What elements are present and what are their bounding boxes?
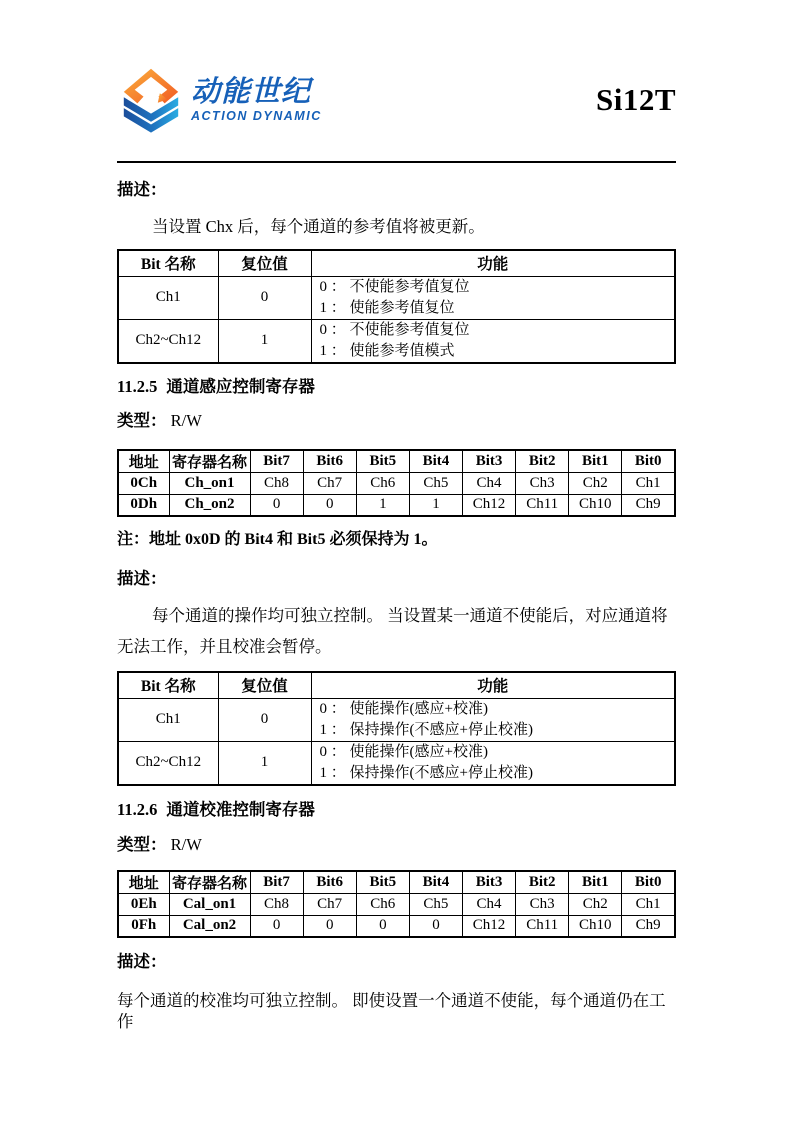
section-number: 11.2.5: [117, 376, 158, 396]
bit-cell: 1: [409, 494, 462, 516]
register-row: [118, 494, 675, 516]
function-cell: [311, 741, 675, 785]
register-name-cell: Ch_on1: [169, 472, 250, 494]
col-header-bit0: Bit0: [622, 871, 675, 894]
col-header-bit2: Bit2: [516, 450, 569, 473]
function-line: 0 ： 使能操作(感应+校准): [319, 743, 488, 760]
section-heading-11-2-6: [117, 800, 676, 819]
type-line: [117, 836, 676, 854]
type-line: [117, 412, 676, 430]
function-cell: [311, 276, 675, 319]
col-header-reset-value: 复位值: [218, 250, 311, 276]
sense-bit-function-table: [117, 671, 676, 786]
reset-value-cell: 1: [218, 741, 311, 785]
desc-label-ref: 描述：: [117, 180, 167, 199]
desc-label-sense: 描述：: [117, 569, 167, 588]
desc-label-cal: 描述：: [117, 952, 167, 971]
table-header-row: [118, 250, 675, 276]
col-header-reset-value: 复位值: [218, 672, 311, 698]
bit-cell: 1: [356, 494, 409, 516]
table-row: [118, 276, 675, 319]
type-value: R/W: [170, 834, 202, 854]
col-header-bit5: Bit5: [356, 871, 409, 894]
bit-cell: Ch12: [463, 494, 516, 516]
bit-name-cell: Ch2~Ch12: [118, 741, 218, 785]
bit-cell: Ch11: [516, 494, 569, 516]
col-header-bit0: Bit0: [622, 450, 675, 473]
bit-cell: Ch2: [569, 893, 622, 915]
address-cell: 0Fh: [118, 915, 169, 937]
doc-title: Si12T: [595, 82, 676, 117]
reset-value-cell: 1: [218, 319, 311, 363]
col-header-bit6: Bit6: [303, 871, 356, 894]
table-row: [118, 741, 675, 785]
ref-bit-function-table: [117, 249, 676, 364]
col-header-bit7: Bit7: [250, 450, 303, 473]
table-header-row: [118, 871, 675, 894]
bit-cell: Ch3: [516, 893, 569, 915]
bit-cell: 0: [250, 915, 303, 937]
brand-logo: [117, 67, 322, 133]
type-label: 类型：: [117, 410, 167, 430]
bit-cell: Ch8: [250, 472, 303, 494]
col-header-bit1: Bit1: [569, 450, 622, 473]
col-header-bit5: Bit5: [356, 450, 409, 473]
bit-cell: 0: [250, 494, 303, 516]
col-header-function: 功能: [311, 672, 675, 698]
header-divider: [117, 161, 676, 163]
bit-cell: Ch11: [516, 915, 569, 937]
address-cell: 0Dh: [118, 494, 169, 516]
section-number: 11.2.6: [117, 799, 158, 819]
function-line: 1 ： 使能参考值复位: [319, 299, 455, 316]
col-header-bit6: Bit6: [303, 450, 356, 473]
col-header-register-name: 寄存器名称: [169, 871, 250, 894]
bit-cell: Ch1: [622, 893, 675, 915]
page-header: [117, 64, 676, 136]
col-header-bit1: Bit1: [569, 871, 622, 894]
function-line: 1 ： 保持操作(不感应+停止校准): [319, 721, 533, 738]
brand-name-cn: 动能世纪: [191, 76, 312, 108]
col-header-bit4: Bit4: [409, 450, 462, 473]
col-header-bit3: Bit3: [463, 450, 516, 473]
reset-value-cell: 0: [218, 276, 311, 319]
col-header-bit4: Bit4: [409, 871, 462, 894]
function-cell: [311, 698, 675, 741]
bit-name-cell: Ch1: [118, 276, 218, 319]
desc-paragraph-cal: 每个通道的校准均可独立控制。 即使设置一个通道不使能，每个通道仍在工作: [117, 991, 666, 1031]
section-title: 通道感应控制寄存器: [166, 376, 315, 396]
bit-name-cell: Ch2~Ch12: [118, 319, 218, 363]
bit-cell: Ch10: [569, 915, 622, 937]
bit-cell: 0: [409, 915, 462, 937]
bit-cell: Ch6: [356, 893, 409, 915]
bit-cell: Ch12: [463, 915, 516, 937]
register-name-cell: Cal_on1: [169, 893, 250, 915]
register-row: [118, 893, 675, 915]
bit-cell: Ch7: [303, 893, 356, 915]
address-cell: 0Ch: [118, 472, 169, 494]
bit-cell: Ch10: [569, 494, 622, 516]
reset-value-cell: 0: [218, 698, 311, 741]
function-line: 0 ： 不使能参考值复位: [319, 321, 470, 338]
table-row: [118, 319, 675, 363]
bit-cell: 0: [303, 494, 356, 516]
table-row: [118, 698, 675, 741]
register-name-cell: Ch_on2: [169, 494, 250, 516]
col-header-bit-name: Bit 名称: [118, 250, 218, 276]
register-row: [118, 915, 675, 937]
brand-logo-icon: [117, 67, 185, 133]
bit-cell: Ch3: [516, 472, 569, 494]
bit-cell: 0: [303, 915, 356, 937]
col-header-function: 功能: [311, 250, 675, 276]
cal-register-table: [117, 870, 676, 939]
table-header-row: [118, 672, 675, 698]
register-row: [118, 472, 675, 494]
bit-cell: Ch9: [622, 494, 675, 516]
register-name-cell: Cal_on2: [169, 915, 250, 937]
desc-paragraph-ref: 当设置 Chx 后，每个通道的参考值将被更新。: [152, 217, 485, 236]
section-heading-11-2-5: [117, 377, 676, 396]
bit-cell: Ch2: [569, 472, 622, 494]
bit-cell: Ch4: [463, 893, 516, 915]
bit-name-cell: Ch1: [118, 698, 218, 741]
col-header-register-name: 寄存器名称: [169, 450, 250, 473]
sense-register-table: [117, 449, 676, 518]
type-value: R/W: [170, 410, 202, 430]
col-header-address: 地址: [118, 871, 169, 894]
type-label: 类型：: [117, 834, 167, 854]
function-line: 1 ： 使能参考值模式: [319, 342, 455, 359]
bit-cell: Ch8: [250, 893, 303, 915]
bit-cell: Ch5: [409, 472, 462, 494]
desc-paragraph-sense: 每个通道的操作均可独立控制。 当设置某一通道不使能后，对应通道将无法工作，并且校准会暂停。: [117, 606, 668, 656]
brand-text: [191, 77, 322, 123]
function-line: 0 ： 使能操作(感应+校准): [319, 700, 488, 717]
col-header-bit7: Bit7: [250, 871, 303, 894]
bit-cell: Ch6: [356, 472, 409, 494]
col-header-bit-name: Bit 名称: [118, 672, 218, 698]
note-text: 注：地址 0x0D 的 Bit4 和 Bit5 必须保持为 1。: [117, 531, 438, 548]
col-header-bit3: Bit3: [463, 871, 516, 894]
function-cell: [311, 319, 675, 363]
table-header-row: [118, 450, 675, 473]
bit-cell: Ch7: [303, 472, 356, 494]
bit-cell: Ch1: [622, 472, 675, 494]
bit-cell: 0: [356, 915, 409, 937]
col-header-bit2: Bit2: [516, 871, 569, 894]
address-cell: 0Eh: [118, 893, 169, 915]
brand-name-en: ACTION DYNAMIC: [191, 109, 322, 123]
function-line: 0 ： 不使能参考值复位: [319, 278, 470, 295]
col-header-address: 地址: [118, 450, 169, 473]
bit-cell: Ch4: [463, 472, 516, 494]
section-title: 通道校准控制寄存器: [166, 799, 315, 819]
bit-cell: Ch5: [409, 893, 462, 915]
bit-cell: Ch9: [622, 915, 675, 937]
function-line: 1 ： 保持操作(不感应+停止校准): [319, 764, 533, 781]
